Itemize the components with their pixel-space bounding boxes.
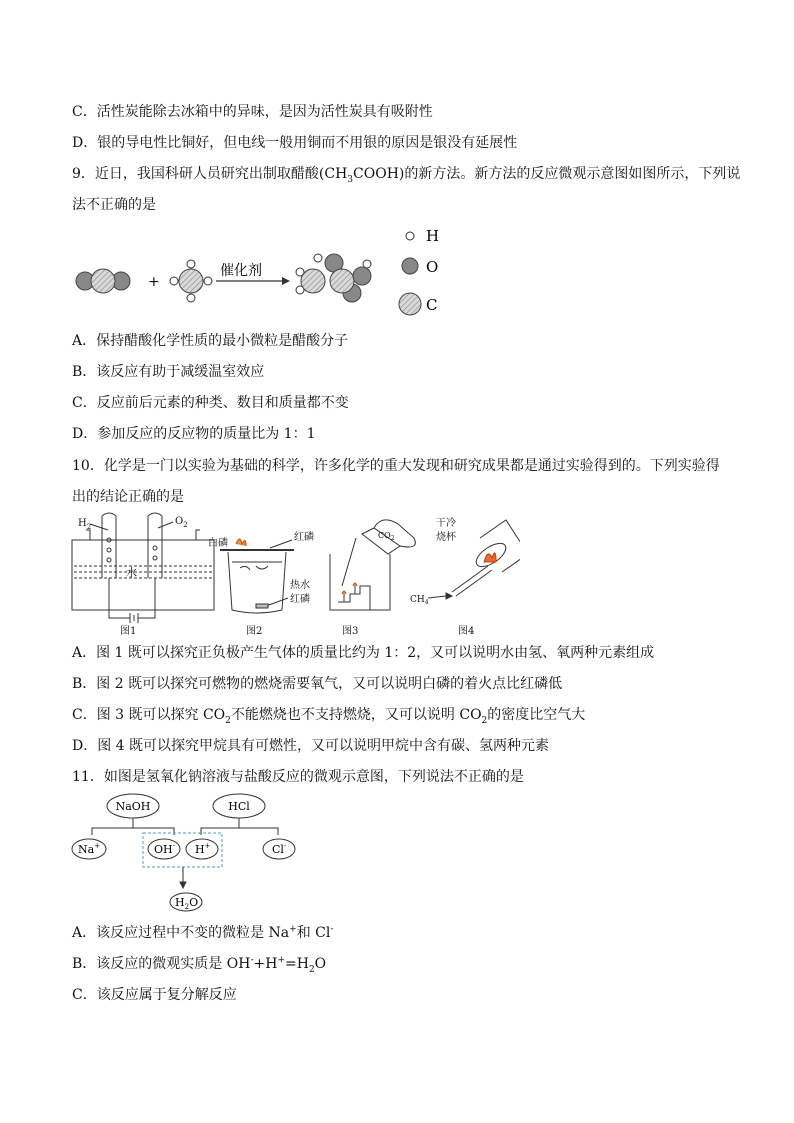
figure-1-caption: 图1 — [120, 626, 137, 637]
figure-2-caption: 图2 — [246, 626, 263, 637]
ch4-molecule — [170, 260, 212, 302]
oh-ion-label: OH- — [154, 842, 175, 856]
svg-text:CO2: $CO_2$ — [378, 531, 395, 542]
q10-stem-line2: 出的结论正确的是 — [72, 489, 184, 505]
figure-4-methane — [410, 516, 520, 637]
water-label: 水 — [126, 566, 137, 579]
q10-experiment-figures — [60, 510, 520, 638]
q10-option-c: C．图 3 既可以探究 $CO_2$不能燃烧也不支持燃烧，又可以说明 $CO_2$的密度比空气大 — [72, 707, 586, 726]
svg-text:CH4: $CH_4$ — [410, 595, 429, 606]
figure-4-caption: 图4 — [458, 626, 475, 637]
legend-o: O — [426, 258, 439, 276]
q9-stem: 9．近日，我国科研人员研究出制取醋酸$(CH_3COOH)$的新方法。新方法的反应微观示意图如图所示，下列说 — [72, 166, 741, 185]
cl-ion-label: Cl- — [272, 842, 287, 856]
hot-water-label: 热水 — [290, 580, 310, 591]
q9-option-c: C．反应前后元素的种类、数目和质量都不变 — [72, 395, 349, 411]
q9-reaction-diagram — [60, 218, 460, 322]
dry-cold-label-1: 干冷 — [436, 518, 456, 529]
q10-option-d: D．图 4 既可以探究甲烷具有可燃性，又可以说明甲烷中含有碳、氢两种元素 — [72, 738, 550, 754]
catalyst-label: 催化剂 — [220, 263, 262, 279]
h-ion-label: H+ — [195, 842, 211, 856]
q11-option-c: C．该反应属于复分解反应 — [72, 987, 237, 1003]
svg-text:H2: $H_2$ — [78, 518, 92, 531]
q11-option-a: A．该反应过程中不变的微粒是 Na+和 Cl- — [72, 924, 334, 941]
na-ion-label: Na+ — [78, 842, 101, 856]
atom-legend — [399, 227, 439, 315]
q9-stem-line2: 法不正确的是 — [72, 197, 156, 213]
figure-3-caption: 图3 — [342, 626, 359, 637]
q11-neutralization-diagram — [66, 790, 306, 914]
plus-sign: + — [148, 274, 160, 290]
q9-option-b: B．该反应有助于减缓温室效应 — [72, 364, 265, 380]
acetic-acid-molecule — [296, 254, 371, 302]
q8-option-d: D．银的导电性比铜好，但电线一般用铜而不用银的原因是银没有延展性 — [72, 135, 518, 151]
naoh-label: NaOH — [115, 800, 151, 813]
co2-molecule — [76, 269, 130, 293]
q10-stem: 10．化学是一门以实验为基础的科学，许多化学的重大发现和研究成果都是通过实验得到的。下列实验得 — [72, 458, 720, 474]
q10-option-a: A．图 1 既可以探究正负极产生气体的质量比约为 1：2，又可以说明水由氢、氧两种元素组成 — [72, 645, 655, 661]
dry-cold-label-2: 烧杯 — [436, 532, 456, 543]
hcl-label: HCl — [228, 800, 250, 813]
figure-3-co2 — [330, 520, 415, 637]
svg-text:O2: $O_2$ — [175, 516, 188, 529]
figure-1-electrolysis — [72, 513, 214, 637]
white-p-label: 白磷 — [208, 538, 228, 549]
q9-option-d: D．参加反应的反应物的质量比为 1：1 — [72, 426, 316, 442]
q8-option-c: C．活性炭能除去冰箱中的异味，是因为活性炭具有吸附性 — [72, 104, 433, 120]
q10-option-b: B．图 2 既可以探究可燃物的燃烧需要氧气，又可以说明白磷的着火点比红磷低 — [72, 676, 563, 692]
q11-stem: 11．如图是氢氧化钠溶液与盐酸反应的微观示意图，下列说法不正确的是 — [72, 769, 524, 785]
q11-option-b: B．该反应的微观实质是 $OH^-+H^+=H_2O$ — [72, 955, 327, 975]
legend-h: H — [426, 227, 440, 245]
figure-2-combustion — [208, 530, 314, 637]
red-p-top-label: 红磷 — [294, 532, 314, 543]
q9-option-a: A．保持醋酸化学性质的最小微粒是醋酸分子 — [72, 333, 349, 349]
h2o-label: $H_2O$ — [175, 896, 199, 911]
legend-c: C — [426, 296, 438, 314]
red-p-bottom-label: 红磷 — [290, 594, 310, 605]
